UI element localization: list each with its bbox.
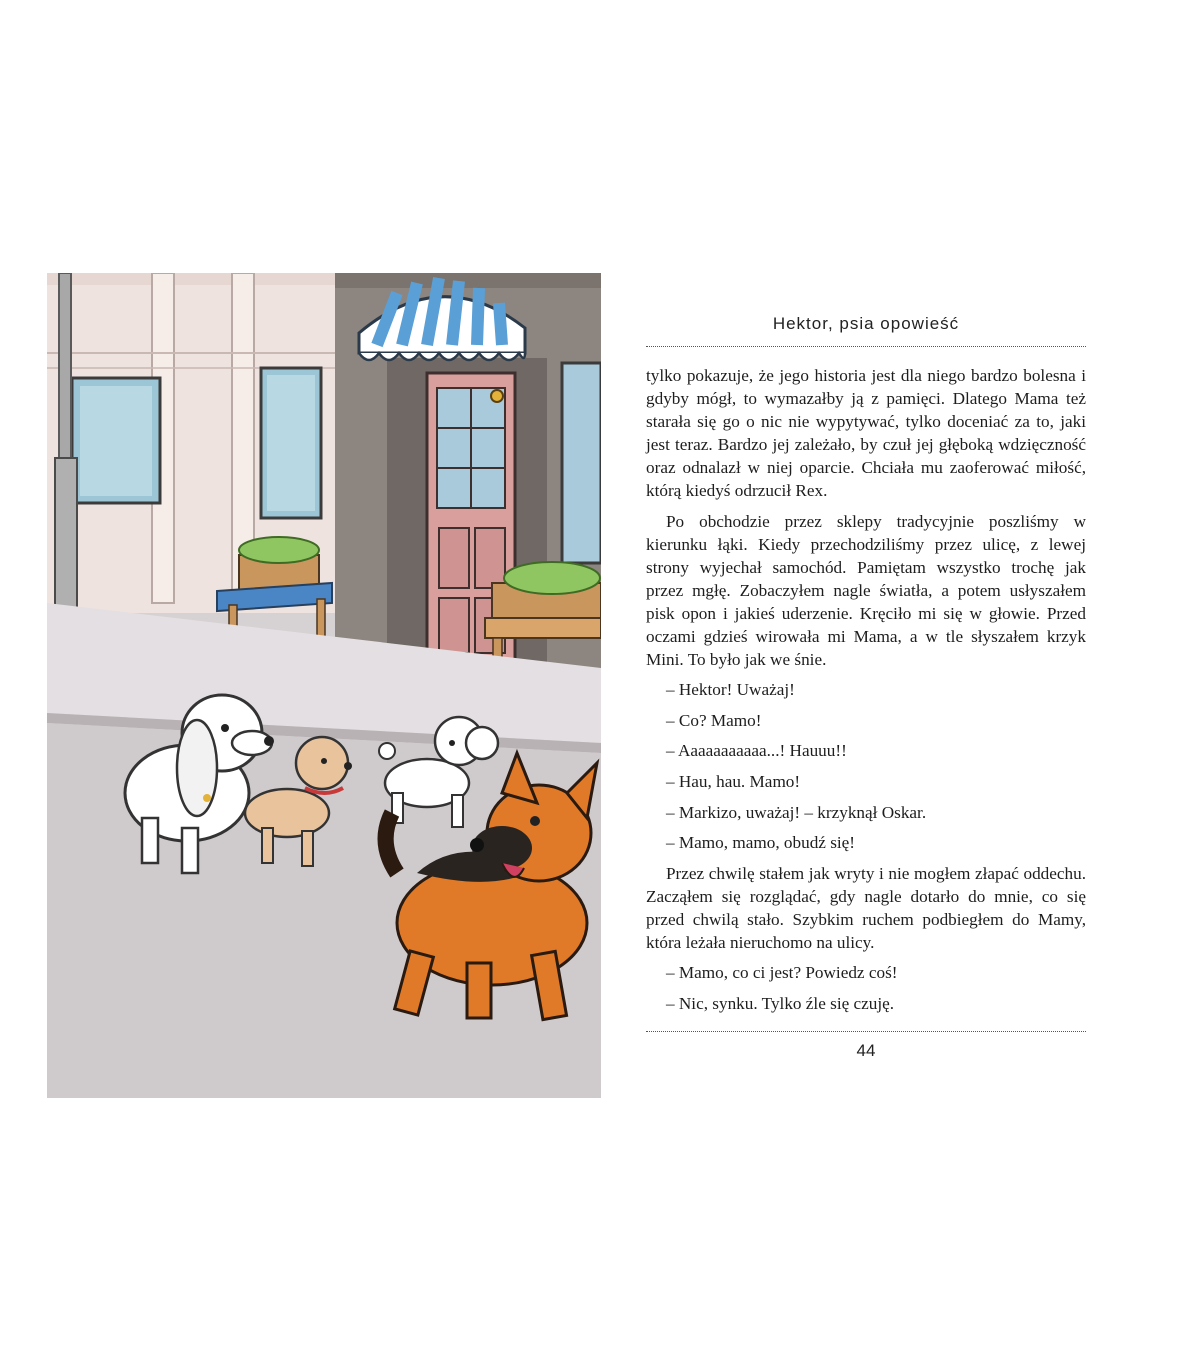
body-text — [646, 364, 1086, 1015]
paragraph: tylko pokazuje, że jego historia jest dla niego bardzo bolesna i gdyby mógł, to wymazałby ją z pamięci. Dlatego Mama też starała się go o nic nie wypytywać, tylko doceniać za to, jaki jest teraz. Bardzo jej zależało, by czuł jej głęboką wdzięczność oraz odnalazł w niej oparcie. Chciała mu zaoferować miłość, którą kiedyś odrzucił Rex. — [646, 366, 1086, 500]
dialogue-line: – Aaaaaaaaaaa...! Hauuu!! — [666, 741, 847, 761]
paragraph: Po obchodzie przez sklepy tradycyjnie poszliśmy w kierunku łąki. Kiedy przechodziliśmy przez ulicę, z lewej strony wyjechał samochód. Pamiętam wszystko trochę jak przez mgłę. Zobaczyłem nagle światła, a potem usłyszałem pisk opon i jakieś uderzenie. Kręciło mi się w głowie. Przed oczami gdzieś wirowała mi Mama, a w tle słyszałem krzyk Mini. To było jak we śnie. — [646, 511, 1086, 669]
dialogue-line: – Mamo, mamo, obudź się! — [666, 833, 856, 853]
dialogue-line: – Mamo, co ci jest? Powiedz coś! — [666, 963, 898, 983]
header-divider — [646, 346, 1086, 347]
running-header: Hektor, psia opowieść — [772, 314, 960, 333]
dialogue-line: – Co? Mamo! — [666, 710, 762, 730]
dialogue-line: – Hau, hau. Mamo! — [666, 771, 801, 791]
footer-divider — [646, 1031, 1086, 1032]
page-number: 44 — [856, 1041, 876, 1060]
dialogue-line: – Nic, synku. Tylko źle się czuję. — [666, 993, 895, 1013]
dialogue-line: – Markizo, uważaj! – krzyknął Oskar. — [666, 802, 927, 822]
paragraph: Przez chwilę stałem jak wryty i nie mogłem złapać oddechu. Zacząłem się rozglądać, gdy nagle dotarło do mnie, co się przed chwilą stało. Szybkim ruchem podbiegłem do Mamy, która leżała nieruchomo na ulicy. — [646, 863, 1086, 952]
dogs-on-street-illustration — [47, 273, 601, 1098]
dialogue-line: – Hektor! Uważaj! — [666, 680, 795, 700]
